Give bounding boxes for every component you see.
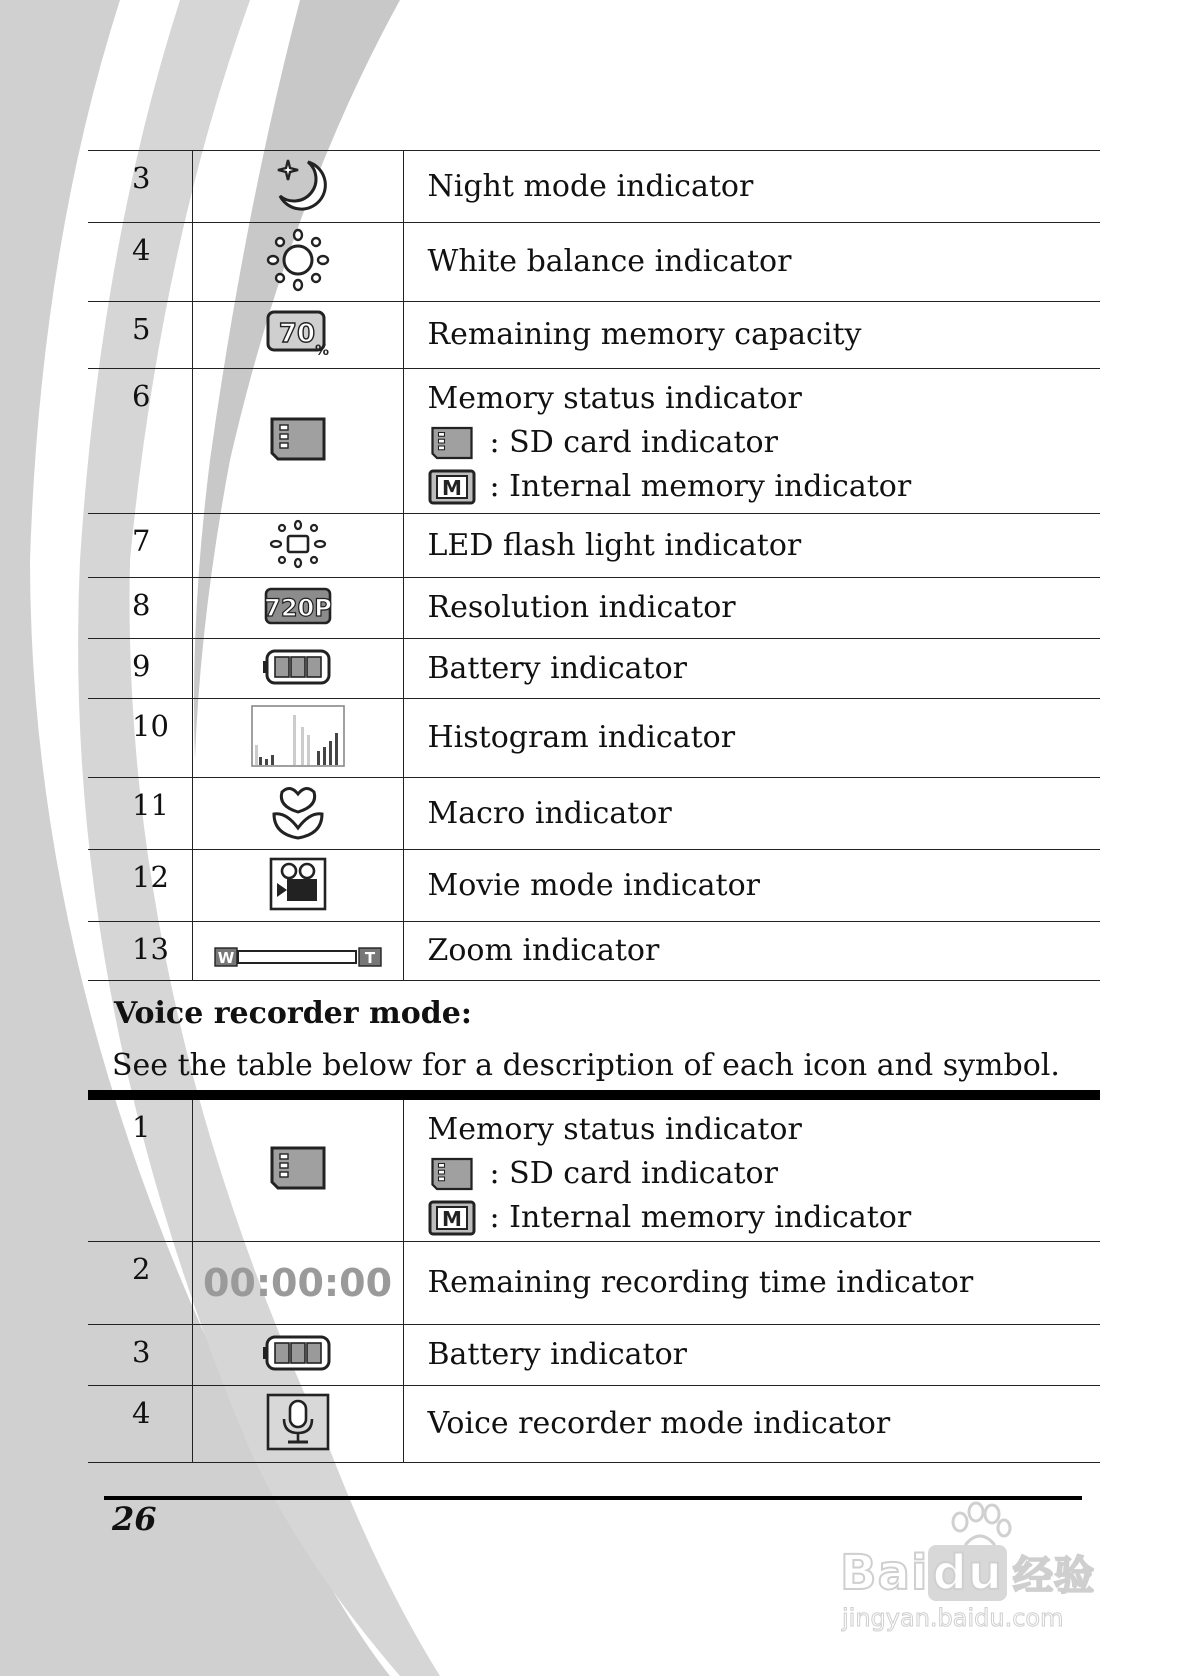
white-balance-icon bbox=[266, 228, 330, 292]
row-description: Remaining recording time indicator bbox=[403, 1241, 1100, 1324]
row-number: 7 bbox=[88, 514, 192, 578]
row-description: Voice recorder mode indicator bbox=[403, 1385, 1100, 1462]
row-description: LED flash light indicator bbox=[403, 514, 1100, 578]
row-number: 1 bbox=[88, 1095, 192, 1241]
row-description: Battery indicator bbox=[403, 1324, 1100, 1385]
row-number: 10 bbox=[88, 699, 192, 778]
resolution-value: 720P bbox=[263, 594, 332, 622]
row-number: 4 bbox=[88, 223, 192, 302]
table-row bbox=[88, 369, 1100, 514]
voice-recorder-heading: Voice recorder mode: bbox=[114, 996, 472, 1031]
sd-card-label: : SD card indicator bbox=[489, 425, 778, 460]
row-number: 11 bbox=[88, 778, 192, 850]
row-description: Zoom indicator bbox=[403, 922, 1100, 981]
watermark-brand: Bai bbox=[840, 1545, 929, 1601]
capacity-value: 70 bbox=[278, 319, 315, 349]
table-row bbox=[88, 151, 1100, 223]
internal-memory-letter: M bbox=[441, 1207, 462, 1231]
row-description: Histogram indicator bbox=[403, 699, 1100, 778]
watermark-brand-du: du bbox=[928, 1545, 1007, 1601]
sd-card-icon bbox=[428, 1156, 476, 1192]
table-row bbox=[88, 514, 1100, 578]
row-number: 9 bbox=[88, 639, 192, 699]
sd-card-icon bbox=[268, 415, 328, 463]
baidu-watermark bbox=[840, 1500, 1120, 1630]
internal-memory-letter: M bbox=[441, 476, 462, 500]
table-row bbox=[88, 302, 1100, 369]
table-row bbox=[88, 1324, 1100, 1385]
table-row bbox=[88, 578, 1100, 639]
row-number: 2 bbox=[88, 1241, 192, 1324]
sd-card-label: : SD card indicator bbox=[489, 1156, 778, 1191]
row-number: 3 bbox=[88, 1324, 192, 1385]
watermark-cn: 经验 bbox=[1012, 1553, 1095, 1599]
zoom-wide-label: W bbox=[217, 949, 234, 967]
row-description: Movie mode indicator bbox=[403, 850, 1100, 922]
table-row bbox=[88, 1241, 1100, 1324]
table-row bbox=[88, 1385, 1100, 1462]
page-number: 26 bbox=[112, 1500, 157, 1538]
led-flash-icon bbox=[268, 519, 328, 569]
table-row bbox=[88, 778, 1100, 850]
internal-memory-label: : Internal memory indicator bbox=[489, 469, 912, 504]
battery-icon bbox=[263, 1333, 333, 1373]
row-description: Memory status indicator bbox=[427, 381, 802, 416]
voice-recorder-intro: See the table below for a description of each icon and symbol. bbox=[112, 1048, 1060, 1083]
internal-memory-label: : Internal memory indicator bbox=[489, 1200, 912, 1235]
histogram-icon bbox=[251, 705, 345, 767]
row-number: 13 bbox=[88, 922, 192, 981]
macro-icon bbox=[270, 782, 326, 842]
internal-memory-legend bbox=[428, 465, 1101, 509]
sd-card-icon bbox=[268, 1144, 328, 1192]
table-row bbox=[88, 223, 1100, 302]
row-description: Memory status indicator bbox=[427, 1112, 802, 1147]
table-row bbox=[88, 1095, 1100, 1241]
internal-memory-icon bbox=[428, 1200, 476, 1236]
row-number: 8 bbox=[88, 578, 192, 639]
zoom-bar-icon bbox=[214, 942, 382, 972]
row-number: 5 bbox=[88, 302, 192, 369]
table-row bbox=[88, 922, 1100, 981]
row-number: 6 bbox=[88, 369, 192, 514]
row-description: Remaining memory capacity bbox=[403, 302, 1100, 369]
memory-capacity-icon bbox=[265, 308, 331, 358]
sd-card-icon bbox=[428, 425, 476, 461]
row-description: Resolution indicator bbox=[403, 578, 1100, 639]
capacity-percent: % bbox=[314, 343, 329, 358]
table-row bbox=[88, 850, 1100, 922]
row-number: 12 bbox=[88, 850, 192, 922]
internal-memory-icon bbox=[428, 469, 476, 505]
sd-card-legend bbox=[428, 421, 1101, 465]
movie-mode-icon bbox=[269, 857, 327, 911]
row-number: 3 bbox=[88, 151, 192, 223]
watermark-url: jingyan.baidu.com bbox=[842, 1604, 1064, 1632]
microphone-icon bbox=[266, 1393, 330, 1451]
row-description: White balance indicator bbox=[403, 223, 1100, 302]
zoom-tele-label: T bbox=[364, 949, 375, 967]
voice-icon-table bbox=[88, 1090, 1100, 1463]
table-row bbox=[88, 699, 1100, 778]
night-mode-icon bbox=[268, 156, 328, 214]
battery-icon bbox=[263, 647, 333, 687]
camera-icon-table bbox=[88, 150, 1100, 981]
table-row bbox=[88, 639, 1100, 699]
row-number: 4 bbox=[88, 1385, 192, 1462]
recording-time-display: 00:00:00 bbox=[202, 1260, 393, 1305]
sd-card-legend bbox=[428, 1152, 1101, 1196]
row-description: Battery indicator bbox=[403, 639, 1100, 699]
resolution-icon bbox=[264, 586, 332, 626]
internal-memory-legend bbox=[428, 1196, 1101, 1240]
row-description: Night mode indicator bbox=[403, 151, 1100, 223]
row-description: Macro indicator bbox=[403, 778, 1100, 850]
